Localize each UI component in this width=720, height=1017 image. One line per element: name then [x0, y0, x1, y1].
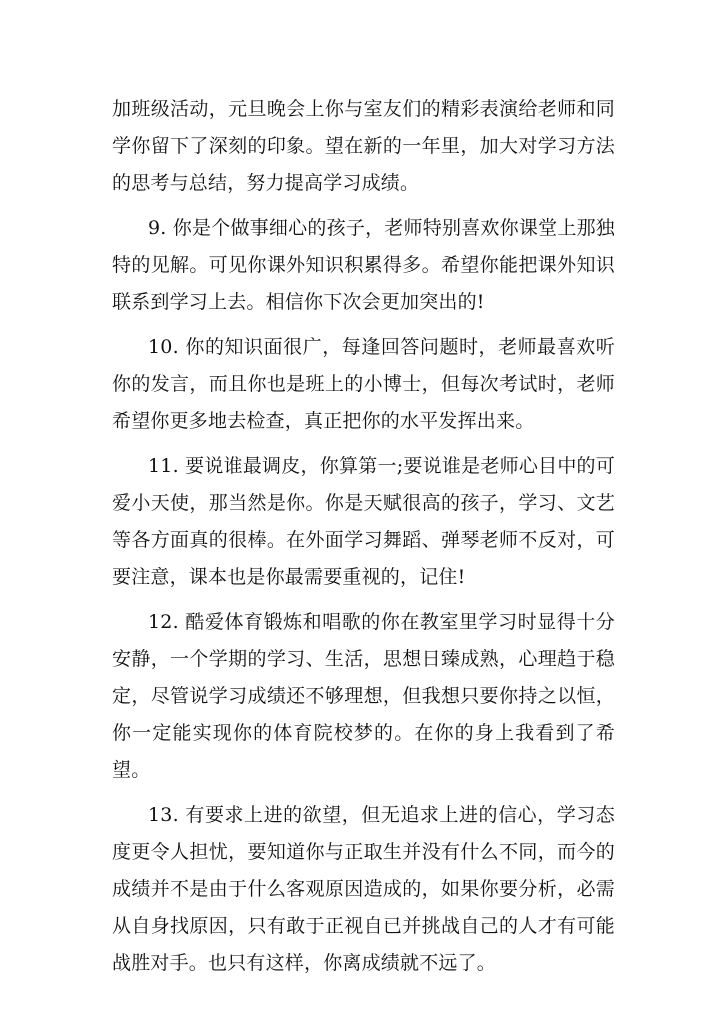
paragraph-item-12: 12. 酷爱体育锻炼和唱歌的你在教室里学习时显得十分安静，一个学期的学习、生活，思想日臻成熟，心理趋于稳定，尽管说学习成绩还不够理想，但我想只要你持之以恒，你一定能实现你的体育院校梦的。在你的身上我看到了希望。 [112, 611, 615, 781]
paragraph-item-10: 10. 你的知识面很广，每逢回答问题时，老师最喜欢听你的发言，而且你也是班上的小博士，但每次考试时，老师希望你更多地去检查，真正把你的水平发挥出来。 [112, 336, 615, 432]
paragraph-item-11: 11. 要说谁最调皮，你算第一;要说谁是老师心目中的可爱小天使，那当然是你。你是天赋很高的孩子，学习、文艺等各方面真的很棒。在外面学习舞蹈、弹琴老师不反对，可要注意，课本也是你最需要重视的，记住! [112, 455, 615, 588]
paragraph-continuation: 加班级活动，元旦晚会上你与室友们的精彩表演给老师和同学你留下了深刻的印象。望在新的一年里，加大对学习方法的思考与总结，努力提高学习成绩。 [112, 98, 615, 194]
paragraph-item-13: 13. 有要求上进的欲望，但无追求上进的信心，学习态度更令人担忧，要知道你与正取生并没有什么不同，而今的成绩并不是由于什么客观原因造成的，如果你要分析，必需从自身找原因，只有敢于正视自已并挑战自己的人才有可能战胜对手。也只有这样，你离成绩就不远了。 [112, 804, 615, 974]
paragraph-item-9: 9. 你是个做事细心的孩子，老师特别喜欢你课堂上那独特的见解。可见你课外知识积累得多。希望你能把课外知识联系到学习上去。相信你下次会更加突出的! [112, 217, 615, 313]
